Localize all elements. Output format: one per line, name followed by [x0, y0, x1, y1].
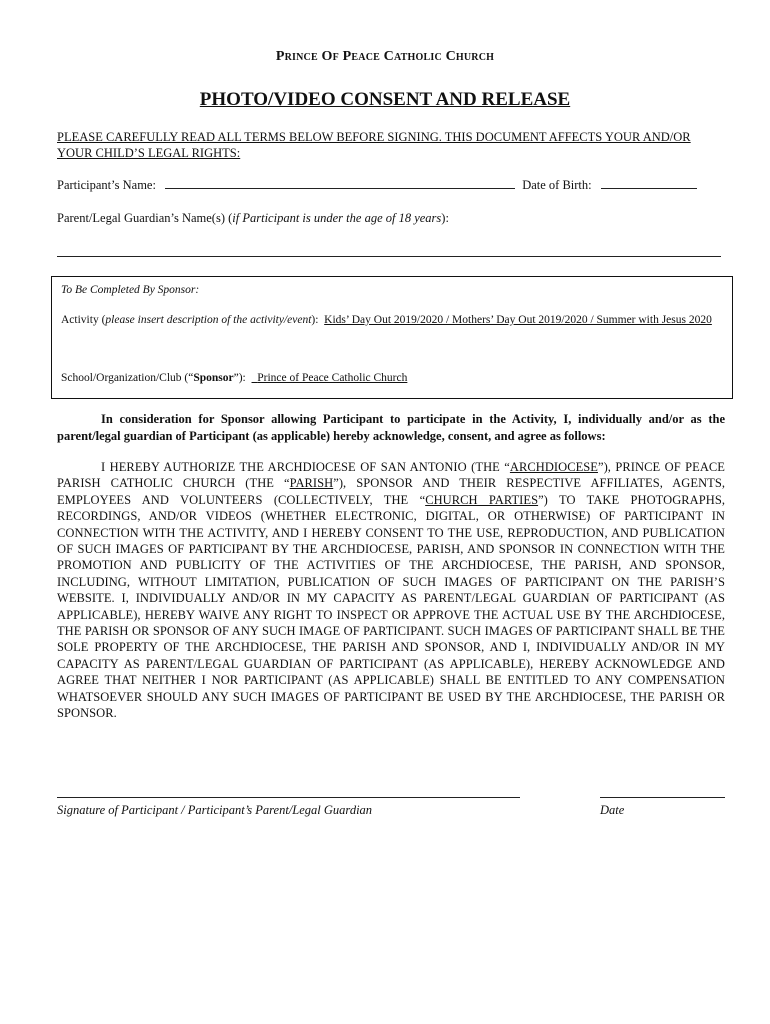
date-of-birth-label: Date of Birth: — [522, 178, 592, 192]
organization-name: Prince Of Peace Catholic Church — [275, 49, 495, 64]
legal-notice: PLEASE CAREFULLY READ ALL TERMS BELOW BEFORE SIGNING. THIS DOCUMENT AFFECTS YOUR AND/OR YOUR CHILD’S LEGAL RIGHTS: — [57, 130, 691, 160]
defined-term-archdiocese: ARCHDIOCESE — [509, 460, 598, 474]
sponsor-value-text: Prince of Peace Catholic Church — [257, 372, 408, 384]
activity-label-note: please insert description of the activity/event — [105, 314, 312, 326]
defined-term-parish: PARISH — [289, 476, 334, 491]
authorization-text-3: ”), SPONSOR AND THEIR RESPECTIVE AFFILIATES, AGENTS, EMPLOYEES AND VOLUNTEERS (COLLECTIVELY, THE “ — [57, 476, 726, 507]
signature-field[interactable] — [57, 797, 520, 798]
sponsor-heading: To Be Completed By Sponsor: — [61, 284, 200, 296]
activity-label-end: ): — [311, 314, 319, 326]
date-of-birth-field[interactable] — [601, 178, 697, 189]
sponsor-label: School/Organization/Club (“ — [61, 372, 194, 384]
guardian-name-field[interactable] — [57, 256, 721, 257]
authorization-text-2: ”), PRINCE OF PEACE PARISH CATHOLIC CHURCH (THE “ — [57, 460, 725, 491]
document-title: PHOTO/VIDEO CONSENT AND RELEASE — [199, 89, 571, 110]
guardian-label-end: ): — [441, 211, 449, 225]
signature-label: Signature of Participant / Participant’s Parent/Legal Guardian — [57, 803, 373, 817]
authorization-text-4: ”) TO TAKE PHOTOGRAPHS, RECORDINGS, AND/OR VIDEOS (WHETHER ELECTRONIC, DIGITAL, OR OTHERWISE) OF PARTICIPANT IN CONNECTION WITH THE ACTIVITY, AND I HEREBY CONSENT TO THE USE, REPRODUCTION, AND PUBLICATION OF SUCH IMAGES OF PARTICIPANT BY THE ARCHDIOCESE, PARISH, AND SPONSOR IN CONNECTION WITH THE PROMOTION AND PUBLICITY OF THE ACTIVITIES OF THE ARCHDIOCESE, THE PARISH, AND SPONSOR, INCLUDING, WITHOUT LIMITATION, PUBLICATION OF SUCH IMAGES OF PARTICIPANT ON THE PARISH’S WEBSITE. I, INDIVIDUALLY AND/OR IN MY CAPACITY AS PARENT/LEGAL GUARDIAN OF PARTICIPANT (AS APPLICABLE), HEREBY WAIVE ANY RIGHT TO INSPECT OR APPROVE THE ACTUAL USE BY THE ARCHDIOCESE, THE PARISH OR SPONSOR OF ANY SUCH IMAGE OF PARTICIPANT. SUCH IMAGES OF PARTICIPANT SHALL BE THE SOLE PROPERTY OF THE ARCHDIOCESE, THE PARISH AND SPONSOR, AND I, INDIVIDUALLY AND/OR IN MY CAPACITY AS PARENT/LEGAL GUARDIAN OF PARTICIPANT (AS APPLICABLE), HEREBY ACKNOWLEDGE AND AGREE THAT NEITHER I NOR PARTICIPANT (AS APPLICABLE) SHALL BE ENTITLED TO ANY COMPENSATION WHATSOEVER SHOULD ANY SUCH IMAGES OF PARTICIPANT BE USED BY THE ARCHDIOCESE, THE PARISH OR SPONSOR. — [57, 492, 725, 721]
sponsor-value[interactable] — [252, 372, 658, 384]
guardian-label-note: if Participant is under the age of 18 years — [232, 211, 442, 225]
sponsor-label-end: ”): — [233, 372, 246, 384]
authorization-paragraph — [57, 459, 725, 722]
consideration-paragraph: In consideration for Sponsor allowing Participant to participate in the Activity, I, individually and/or as the parent/legal guardian of Participant (as applicable) hereby acknowledge, consent, and agree as follows: — [57, 412, 725, 443]
activity-label: Activity ( — [61, 314, 106, 326]
sponsor-label-term: Sponsor — [193, 372, 234, 384]
participant-name-field[interactable] — [165, 178, 515, 189]
sponsor-row — [61, 372, 657, 384]
signature-date-field[interactable] — [600, 797, 725, 798]
guardian-label: Parent/Legal Guardian’s Name(s) ( — [57, 211, 233, 225]
sponsor-section — [51, 276, 733, 399]
date-label: Date — [600, 803, 625, 817]
guardian-row — [57, 211, 449, 226]
activity-value[interactable]: Kids’ Day Out 2019/2020 / Mothers’ Day Out 2019/2020 / Summer with Jesus 2020 — [324, 314, 712, 326]
defined-term-church-parties: CHURCH PARTIES — [425, 492, 539, 507]
authorization-text-1: I HEREBY AUTHORIZE THE ARCHDIOCESE OF SAN ANTONIO (THE “ — [101, 460, 510, 474]
participant-row — [57, 178, 697, 193]
participant-name-label: Participant’s Name: — [57, 178, 156, 192]
activity-row — [61, 313, 726, 328]
